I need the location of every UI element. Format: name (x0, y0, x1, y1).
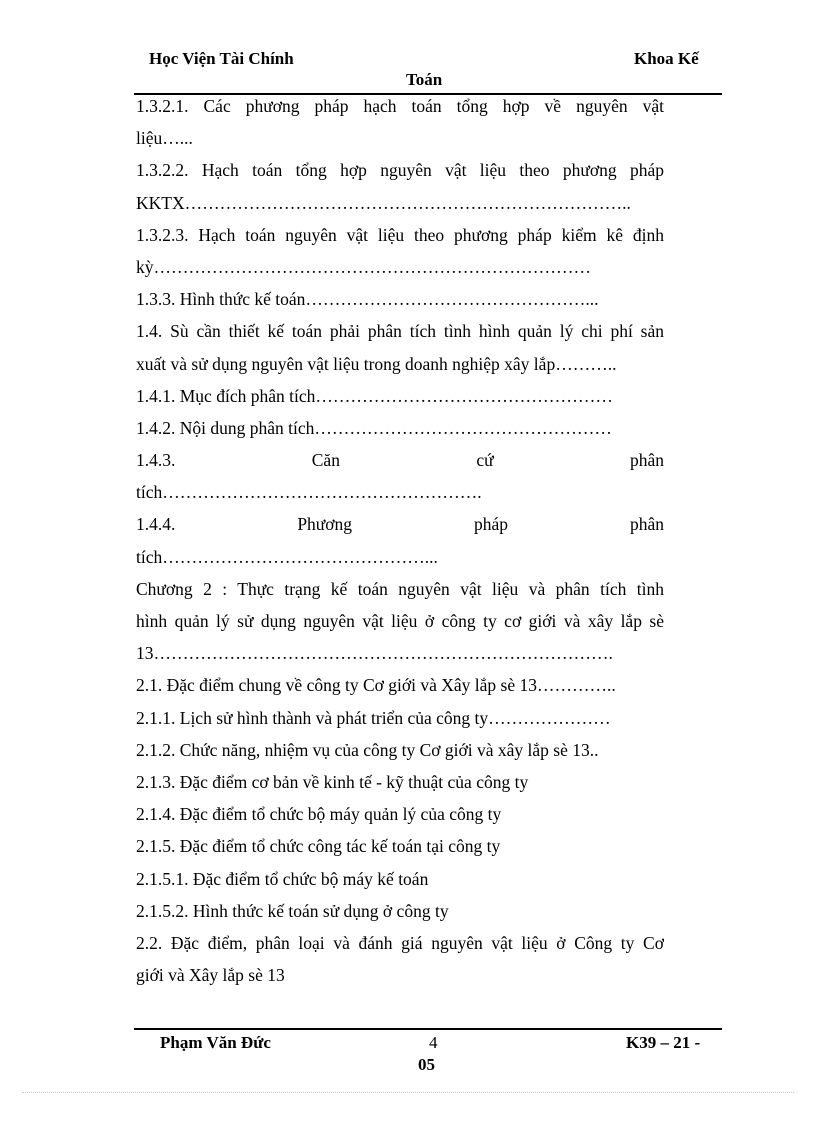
toc-line: 2.1.4. Đặc điểm tổ chức bộ máy quản lý của công ty (136, 804, 502, 825)
toc-line: 2.2. Đặc điểm, phân loại và đánh giá nguyên vật liệu ở Công ty Cơ (136, 932, 664, 953)
toc-line: 2.1. Đặc điểm chung về công ty Cơ giới và Xây lắp sè 13………….. (136, 675, 616, 696)
toc-line: 1.4. Sù cần thiết kế toán phải phân tích tình hình quản lý chi phí sản (136, 321, 664, 342)
toc-line: giới và Xây lắp sè 13 (136, 965, 285, 986)
footer-author: Phạm Văn Đức (160, 1033, 271, 1052)
toc-line: 1.3.2.2. Hạch toán tổng hợp nguyên vật liệu theo phương pháp (136, 160, 664, 181)
footer-class-code-continuation: 05 (418, 1055, 435, 1074)
header-faculty-continuation: Toán (406, 70, 443, 89)
toc-line: 2.1.3. Đặc điểm cơ bản về kinh tế - kỹ thuật của công ty (136, 771, 529, 792)
toc-line: 1.4.3. Căn cứ phân (136, 450, 664, 471)
toc-line: 1.4.2. Nội dung phân tích…………………………………………… (136, 417, 612, 438)
header-faculty: Khoa Kế (634, 49, 699, 68)
footer-class-code: K39 – 21 - (626, 1033, 701, 1052)
toc-line: 2.1.5.2. Hình thức kế toán sử dụng ở công ty (136, 900, 449, 921)
toc-line: tích………………………………………... (136, 546, 438, 567)
page-edge-divider (22, 1092, 794, 1093)
toc-line: 2.1.5.1. Đặc điểm tổ chức bộ máy kế toán (136, 868, 429, 889)
toc-line: hình quản lý sử dụng nguyên vật liệu ở công ty cơ giới và xây lắp sè (136, 611, 664, 631)
toc-line: 1.4.1. Mục đích phân tích…………………………………………… (136, 385, 613, 406)
toc-line: 1.4.4. Phương pháp phân (136, 514, 664, 535)
header-institution: Học Viện Tài Chính (149, 49, 294, 68)
footer-page-number: 4 (429, 1033, 438, 1052)
toc-line: 1.3.2.1. Các phương pháp hạch toán tổng hợp về nguyên vật (136, 96, 664, 116)
toc-line: 1.3.2.3. Hạch toán nguyên vật liệu theo phương pháp kiểm kê định (136, 224, 664, 245)
toc-line: 2.1.1. Lịch sử hình thành và phát triển của công ty………………… (136, 707, 611, 728)
toc-line: xuất và sử dụng nguyên vật liệu trong doanh nghiệp xây lắp……….. (136, 353, 617, 374)
toc-line: liệu…... (136, 128, 193, 149)
toc-line: 2.1.5. Đặc điểm tổ chức công tác kế toán tại công ty (136, 836, 501, 857)
toc-line: tích………………………………………………. (136, 482, 482, 503)
table-of-contents (136, 90, 664, 991)
toc-line: KKTX………………………………………………………………….. (136, 192, 631, 213)
toc-line: Chương 2 : Thực trạng kế toán nguyên vật liệu và phân tích tình (136, 578, 664, 599)
toc-line: 2.1.2. Chức năng, nhiệm vụ của công ty Cơ giới và xây lắp sè 13.. (136, 739, 599, 760)
footer-rule (134, 1028, 722, 1030)
toc-line: kỳ………………………………………………………………… (136, 256, 591, 277)
toc-line: 1.3.3. Hình thức kế toán…………………………………………... (136, 289, 599, 310)
toc-line: 13……………………………………………………………………. (136, 643, 613, 664)
